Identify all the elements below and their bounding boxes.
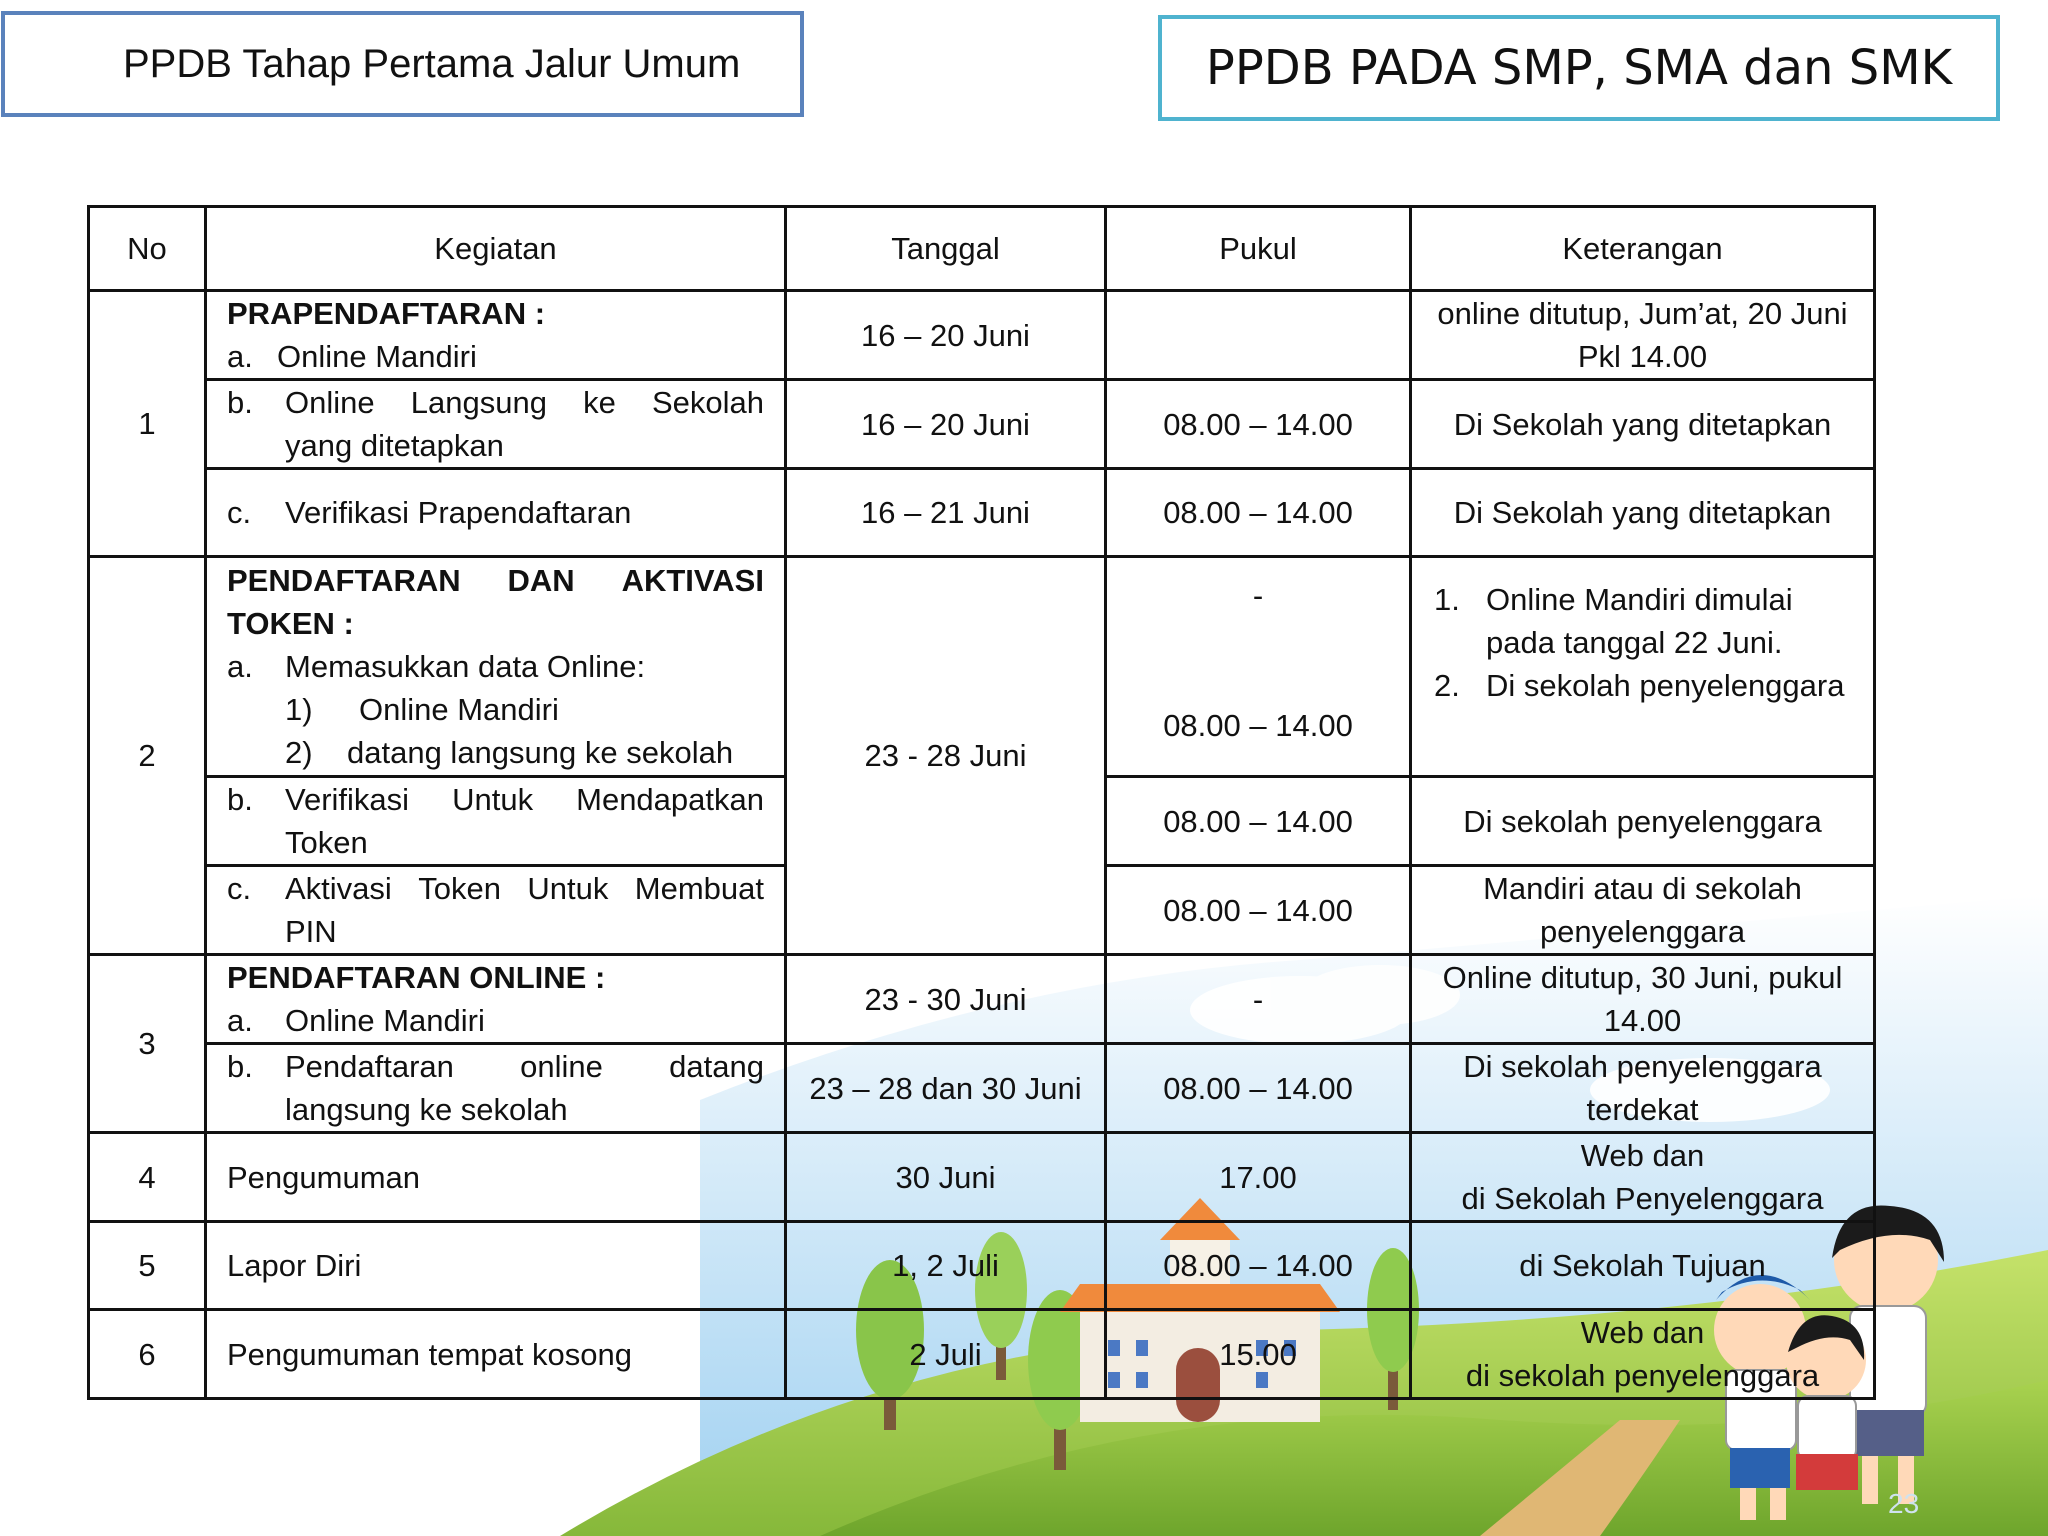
activity-text: Online Mandiri xyxy=(277,339,477,374)
column-header: Keterangan xyxy=(1411,207,1875,291)
date-cell: 23 – 28 dan 30 Juni xyxy=(786,1044,1106,1133)
activity-text: Memasukkan data Online: xyxy=(285,649,646,684)
table-row xyxy=(89,1310,1875,1399)
activity-word: ke xyxy=(583,385,616,420)
time-value: - xyxy=(1252,578,1264,613)
activity-word: Online xyxy=(285,385,375,420)
item-marker: c. xyxy=(227,495,252,530)
date-cell: 1, 2 Juli xyxy=(786,1222,1106,1310)
note-cell: Di Sekolah yang ditetapkan xyxy=(1411,469,1875,557)
heading-word: DAN xyxy=(507,563,575,598)
note-cell: Di sekolah penyelenggara xyxy=(1411,777,1875,866)
time-cell: 08.00 – 14.00 xyxy=(1106,777,1411,866)
date-cell: 23 - 28 Juni xyxy=(786,557,1106,955)
activity-cell xyxy=(206,777,786,866)
date-cell: 2 Juli xyxy=(786,1310,1106,1399)
row-number: 3 xyxy=(89,955,206,1133)
date-cell: 16 – 20 Juni xyxy=(786,380,1106,469)
page-number: 23 xyxy=(1888,1488,1920,1519)
time-cell: 08.00 – 14.00 xyxy=(1106,380,1411,469)
activity-word: datang xyxy=(669,1049,764,1084)
note-cell xyxy=(1411,557,1875,777)
item-marker: b. xyxy=(227,1049,253,1084)
note-cell: online ditutup, Jum’at, 20 Juni Pkl 14.00 xyxy=(1411,291,1875,380)
time-cell: - xyxy=(1106,955,1411,1044)
time-value: 08.00 – 14.00 xyxy=(1163,708,1353,743)
activity-text: datang langsung ke sekolah xyxy=(347,735,734,770)
activity-heading: PENDAFTARAN ONLINE : xyxy=(227,960,606,995)
row-number: 5 xyxy=(89,1222,206,1310)
table-row xyxy=(89,557,1875,777)
activity-word: online xyxy=(520,1049,603,1084)
activity-text: Online Mandiri xyxy=(285,1003,485,1038)
time-cell: 08.00 – 14.00 xyxy=(1106,469,1411,557)
activity-cell xyxy=(206,557,786,777)
note-text: di sekolah penyelenggara xyxy=(1465,1358,1820,1393)
date-cell: 16 – 21 Juni xyxy=(786,469,1106,557)
activity-word: Pendaftaran xyxy=(285,1049,454,1084)
time-cell: 08.00 – 14.00 xyxy=(1106,1222,1411,1310)
note-text: Web dan xyxy=(1580,1315,1705,1350)
item-marker: a. xyxy=(227,649,253,684)
table-row xyxy=(89,1222,1875,1310)
note-cell: di Sekolah Tujuan xyxy=(1411,1222,1875,1310)
left-title-box xyxy=(1,11,804,117)
note-text: Di sekolah penyelenggara xyxy=(1486,668,1845,703)
table-row xyxy=(89,1044,1875,1133)
right-title: PPDB PADA SMP, SMA dan SMK xyxy=(1205,40,1953,96)
item-marker: 1) xyxy=(285,692,313,727)
note-text: Web dan xyxy=(1580,1138,1705,1173)
date-cell: 30 Juni xyxy=(786,1133,1106,1222)
time-cell: 08.00 – 14.00 xyxy=(1106,1044,1411,1133)
activity-word: Mendapatkan xyxy=(576,782,764,817)
activity-cell xyxy=(206,469,786,557)
activity-text: Token xyxy=(285,825,368,860)
table-row xyxy=(89,955,1875,1044)
activity-word: Untuk xyxy=(452,782,534,817)
activity-word: Sekolah xyxy=(651,385,764,420)
note-cell xyxy=(1411,1133,1875,1222)
time-cell: 08.00 – 14.00 xyxy=(1106,866,1411,955)
activity-cell: Pengumuman tempat kosong xyxy=(206,1310,786,1399)
note-cell: Online ditutup, 30 Juni, pukul 14.00 xyxy=(1411,955,1875,1044)
activity-heading: TOKEN : xyxy=(227,606,354,641)
table-row xyxy=(89,291,1875,380)
right-title-box xyxy=(1158,15,2000,121)
activity-text: Verifikasi Prapendaftaran xyxy=(285,495,632,530)
item-marker: c. xyxy=(227,871,252,906)
activity-word: Token xyxy=(418,871,501,906)
item-marker: b. xyxy=(227,782,253,817)
activity-word: Verifikasi xyxy=(285,782,410,817)
note-text: Online Mandiri dimulai pada tanggal 22 Juni. xyxy=(1486,582,1793,660)
activity-text: PIN xyxy=(285,914,337,949)
column-header: Pukul xyxy=(1106,207,1411,291)
left-title: PPDB Tahap Pertama Jalur Umum xyxy=(123,41,741,86)
column-header: Kegiatan xyxy=(206,207,786,291)
list-marker: 1. xyxy=(1434,582,1460,617)
activity-word: Aktivasi xyxy=(285,871,392,906)
activity-heading: PRAPENDAFTARAN : xyxy=(227,296,546,331)
activity-cell: Lapor Diri xyxy=(206,1222,786,1310)
row-number: 1 xyxy=(89,291,206,557)
table-row xyxy=(89,469,1875,557)
table-row xyxy=(89,380,1875,469)
note-cell: Di sekolah penyelenggara terdekat xyxy=(1411,1044,1875,1133)
list-marker: 2. xyxy=(1434,668,1460,703)
heading-word: AKTIVASI xyxy=(621,563,764,598)
activity-word: Untuk xyxy=(527,871,609,906)
note-cell xyxy=(1411,1310,1875,1399)
activity-text: langsung ke sekolah xyxy=(285,1092,568,1127)
activity-cell xyxy=(206,380,786,469)
time-cell xyxy=(1106,557,1411,777)
date-cell: 23 - 30 Juni xyxy=(786,955,1106,1044)
note-cell: Di Sekolah yang ditetapkan xyxy=(1411,380,1875,469)
activity-cell xyxy=(206,291,786,380)
item-marker: a. xyxy=(227,1003,253,1038)
heading-word: PENDAFTARAN xyxy=(227,563,461,598)
activity-text: Online Mandiri xyxy=(359,692,559,727)
schedule-table xyxy=(87,205,1876,1400)
item-marker: a. xyxy=(227,339,253,374)
row-number: 2 xyxy=(89,557,206,955)
note-cell: Mandiri atau di sekolah penyelenggara xyxy=(1411,866,1875,955)
column-header: No xyxy=(89,207,206,291)
time-cell: 15.00 xyxy=(1106,1310,1411,1399)
activity-cell xyxy=(206,955,786,1044)
activity-cell xyxy=(206,866,786,955)
table-header-row xyxy=(89,207,1875,291)
activity-word: Membuat xyxy=(634,871,764,906)
table-row xyxy=(89,1133,1875,1222)
activity-text: yang ditetapkan xyxy=(285,428,504,463)
activity-cell xyxy=(206,1044,786,1133)
time-cell: 17.00 xyxy=(1106,1133,1411,1222)
row-number: 6 xyxy=(89,1310,206,1399)
activity-word: Langsung xyxy=(410,385,547,420)
time-cell xyxy=(1106,291,1411,380)
item-marker: b. xyxy=(227,385,253,420)
item-marker: 2) xyxy=(285,735,313,770)
date-cell: 16 – 20 Juni xyxy=(786,291,1106,380)
note-text: di Sekolah Penyelenggara xyxy=(1461,1181,1824,1216)
row-number: 4 xyxy=(89,1133,206,1222)
activity-cell: Pengumuman xyxy=(206,1133,786,1222)
column-header: Tanggal xyxy=(786,207,1106,291)
